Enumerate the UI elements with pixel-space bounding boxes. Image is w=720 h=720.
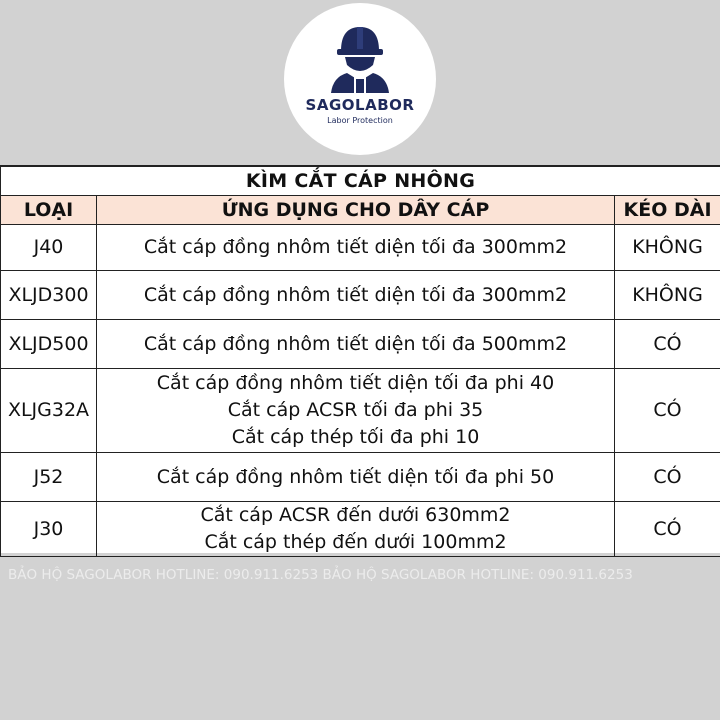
cell-application — [97, 225, 615, 271]
cell-extend: CÓ — [615, 453, 720, 502]
cell-type: J30 — [1, 502, 97, 557]
worker-helmet-icon — [327, 21, 393, 93]
application-line: Cắt cáp đồng nhôm tiết diện tối đa 500mm2 — [143, 332, 568, 355]
table-title: KÌM CẮT CÁP NHÔNG — [1, 166, 720, 196]
cell-type: J40 — [1, 225, 97, 271]
cell-extend: CÓ — [615, 369, 720, 453]
table-row — [1, 225, 720, 271]
cell-extend: KHÔNG — [615, 225, 720, 271]
hotline-watermark: BẢO HỘ SAGOLABOR HOTLINE: 090.911.6253 BẢO HỘ SAGOLABOR HOTLINE: 090.911.6253 — [8, 567, 633, 583]
brand-name: SAGOLABOR — [305, 96, 415, 114]
header-application: ỨNG DỤNG CHO DÂY CÁP — [97, 196, 615, 225]
cell-application — [97, 320, 615, 369]
application-line: Cắt cáp đồng nhôm tiết diện tối đa phi 50 — [156, 465, 555, 488]
table-row — [1, 369, 720, 453]
brand-tagline: Labor Protection — [327, 116, 393, 125]
header-extend: KÉO DÀI — [615, 196, 720, 225]
brand-logo — [284, 3, 436, 155]
cell-application — [97, 271, 615, 320]
product-table-container — [0, 165, 720, 553]
cell-type: XLJG32A — [1, 369, 97, 453]
cell-extend: CÓ — [615, 502, 720, 557]
application-line: Cắt cáp đồng nhôm tiết diện tối đa phi 40 — [156, 372, 555, 394]
cell-application — [97, 369, 615, 453]
header-type: LOẠI — [1, 196, 97, 225]
application-line: Cắt cáp thép đến dưới 100mm2 — [204, 531, 507, 553]
cell-type: XLJD500 — [1, 320, 97, 369]
table-header-row — [1, 196, 720, 225]
table-row — [1, 453, 720, 502]
application-line: Cắt cáp ACSR tối đa phi 35 — [227, 399, 484, 421]
application-line: Cắt cáp ACSR đến dưới 630mm2 — [200, 504, 511, 526]
cell-application — [97, 453, 615, 502]
table-row — [1, 320, 720, 369]
cell-extend: CÓ — [615, 320, 720, 369]
cell-type: XLJD300 — [1, 271, 97, 320]
cell-type: J52 — [1, 453, 97, 502]
product-table — [0, 165, 720, 557]
table-title-row — [1, 166, 720, 196]
application-line: Cắt cáp đồng nhôm tiết diện tối đa 300mm2 — [143, 236, 568, 258]
application-line: Cắt cáp thép tối đa phi 10 — [231, 426, 480, 448]
table-row — [1, 502, 720, 557]
cell-application — [97, 502, 615, 557]
application-line: Cắt cáp đồng nhôm tiết diện tối đa 300mm2 — [143, 283, 568, 306]
cell-extend: KHÔNG — [615, 271, 720, 320]
table-row — [1, 271, 720, 320]
